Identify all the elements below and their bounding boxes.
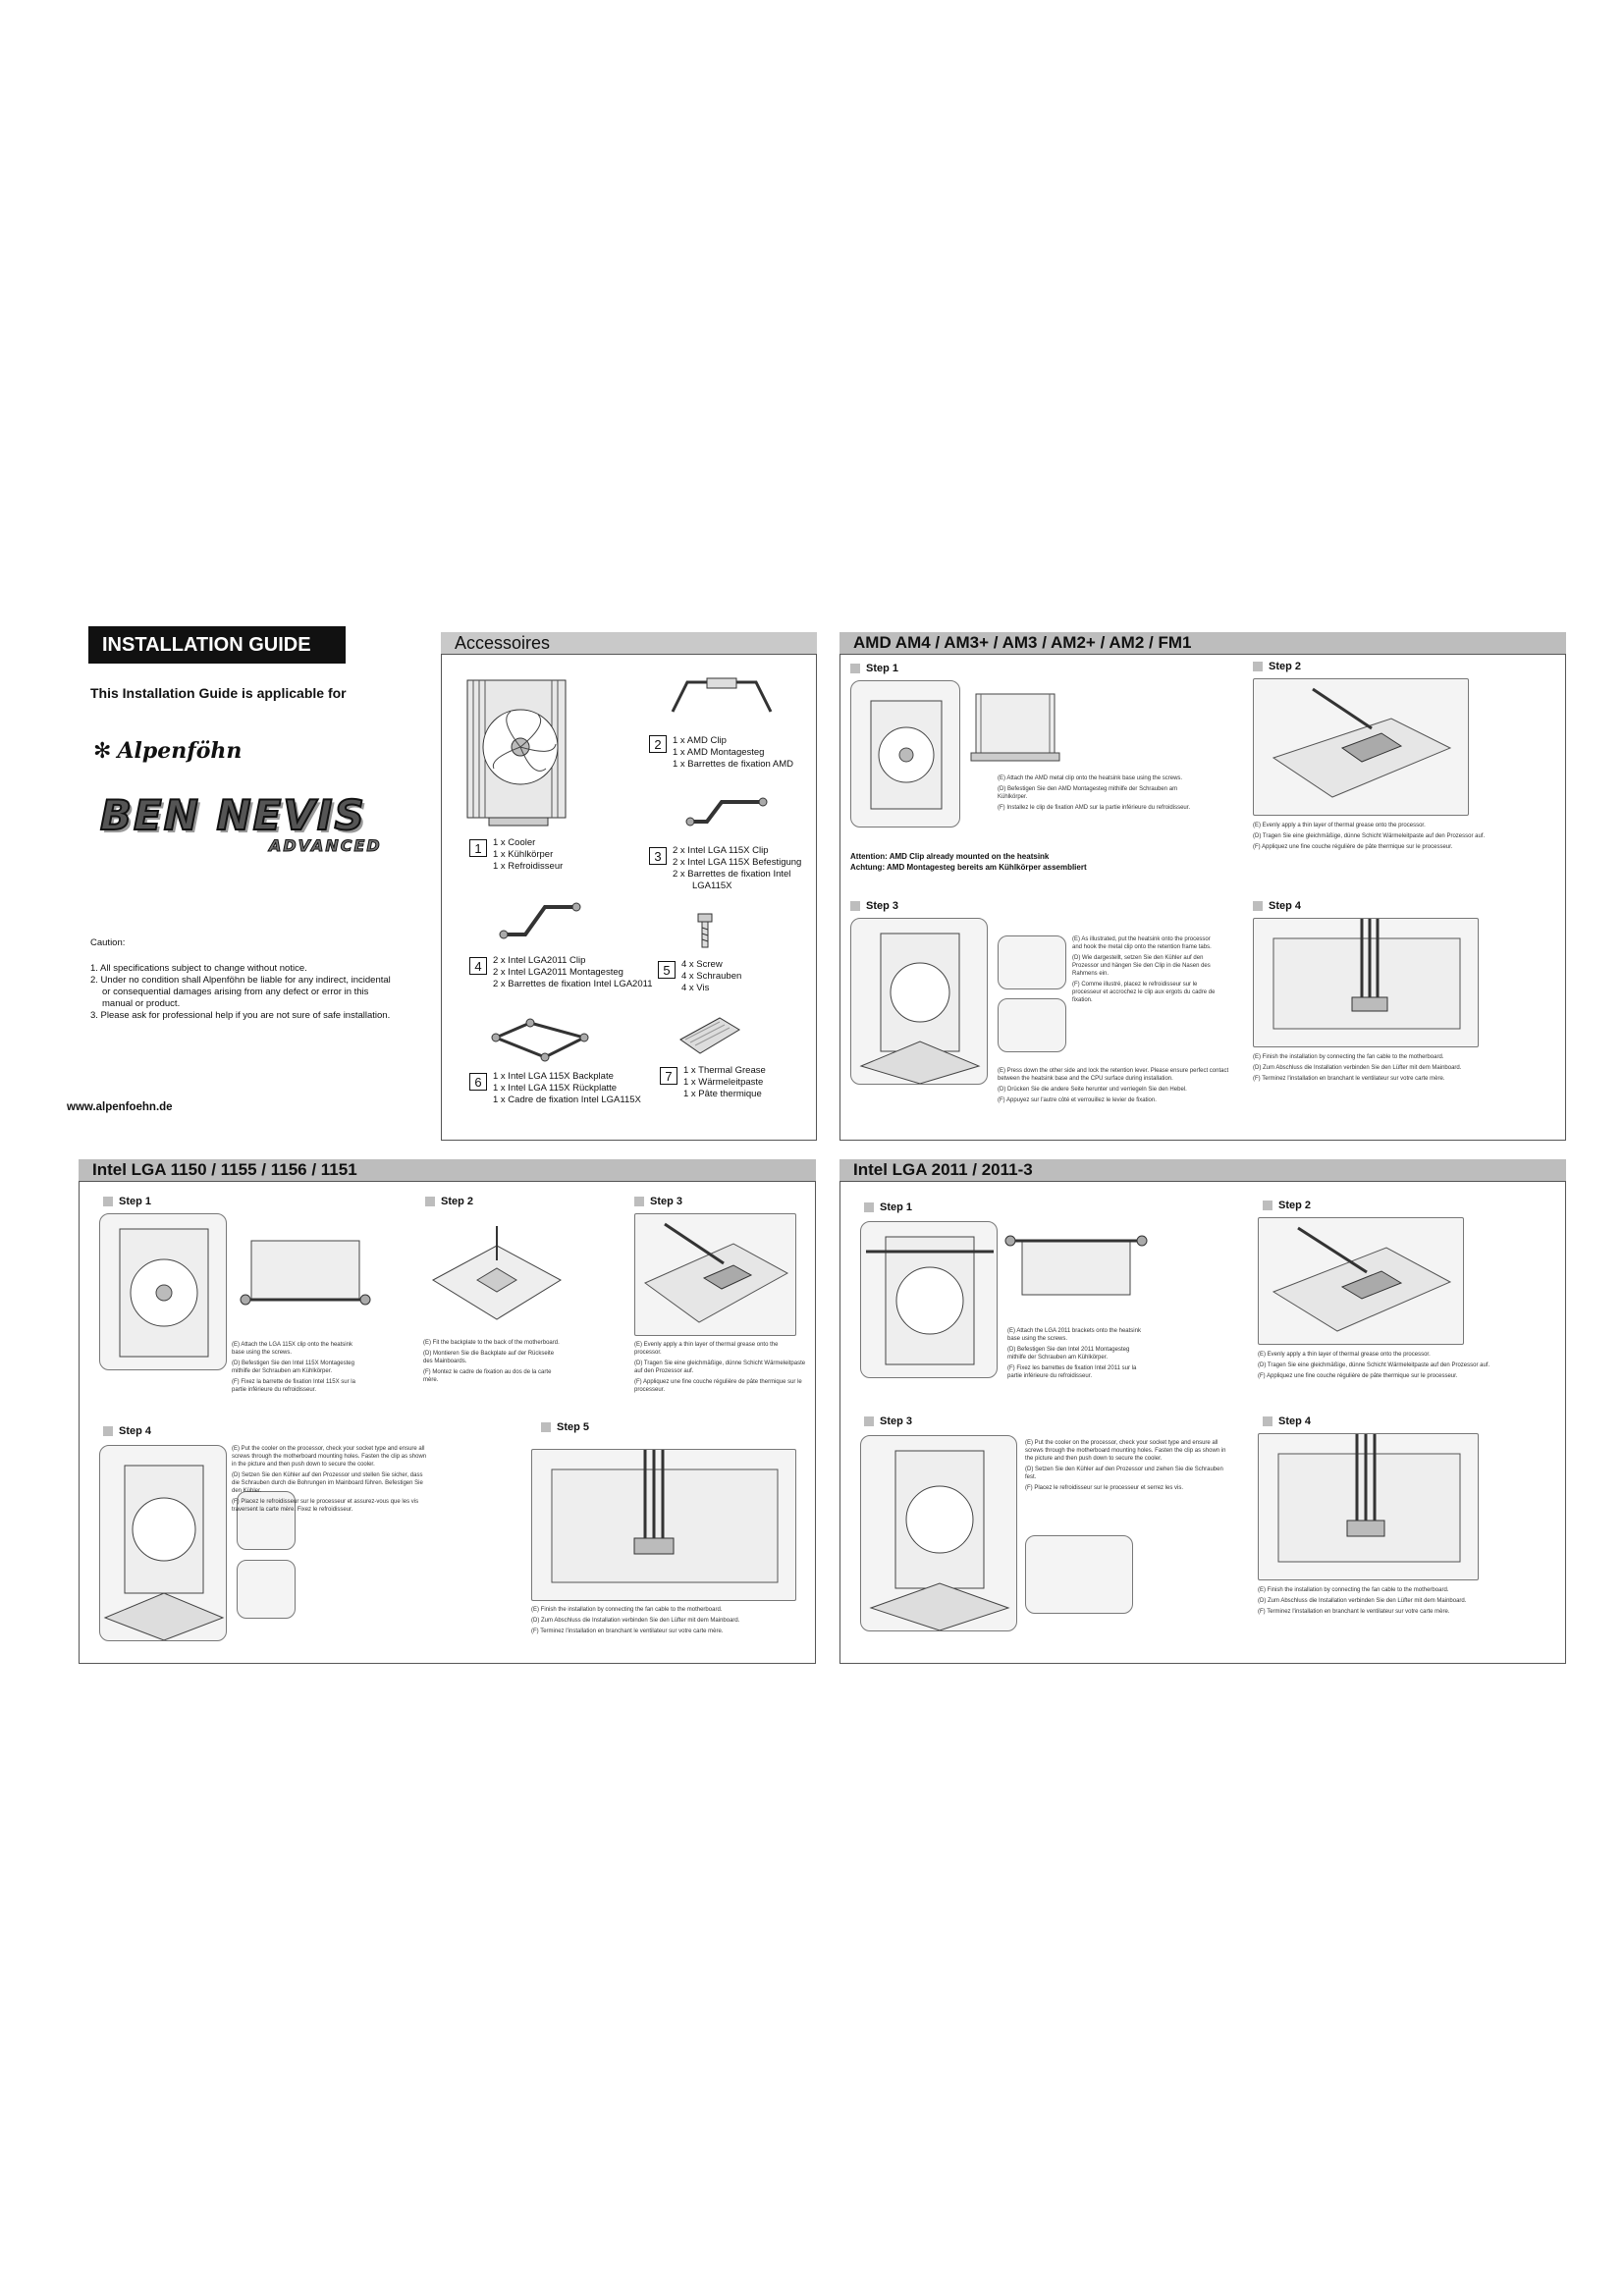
i115-step4-text: (E) Put the cooler on the processor, check your socket type and ensure all screws through the motherboard mounting holes. Fasten the clip as shown in the picture and then push down to secure the cooler. (D) Setzen Sie den Kühler auf den Prozessor und stellen Sie sicher, dass die Schrauben durch die Bohrungen im Mainboard führen. Befestigen Sie den Kühler. (F) Placez le refroidisseur sur le processeur et assurez-vous que les vis traversent la carte mère. Fixez le refroidisseur. [232,1446,427,1513]
i115-step4-detail-b [237,1560,296,1619]
i115-step1-text: (E) Attach the LGA 115X clip onto the heatsink base using the screws. (D) Befestigen Sie den Intel 115X Montagesteg mithilfe der Schrauben am Kühlkörper. (F) Fixez la barrette de fixation Intel 115X sur la partie inférieure du refroidisseur. [232,1342,355,1393]
intel115x-panel [79,1181,816,1664]
intel2011-clip-illustration [496,895,584,944]
cooler-illustration [460,670,577,828]
caution-item: 2. Under no condition shall Alpenföhn be liable for any indirect, incidental [90,975,391,986]
caution-item: or consequential damages arising from any defect or error in this [102,987,369,997]
amd-step4-figure [1253,918,1479,1047]
product-subname: ADVANCED [269,836,382,855]
i2011-step1-detail [1002,1221,1150,1319]
i115-step3-figure [634,1213,796,1336]
i115-step1-label: Step 1 [103,1196,151,1207]
acc-text-2: 1 x AMD Clip 1 x AMD Montagesteg 1 x Barrettes de fixation AMD [673,735,794,770]
amd-header [839,632,1566,654]
i2011-step2-figure [1258,1217,1464,1345]
amd-step1-figure [850,680,960,828]
i115-step3-text: (E) Evenly apply a thin layer of thermal grease onto the processor. (D) Tragen Sie eine gleichmäßige, dünne Schicht Wärmeleitpaste auf den Prozessor auf. (F) Appliquez une fine couche régulière de pâte thermique sur le processeur. [634,1342,806,1393]
i115-step5-figure [531,1449,796,1601]
thermal-grease-illustration [676,1010,744,1059]
acc-text-5: 4 x Screw 4 x Schrauben 4 x Vis [681,959,742,993]
i115-step2-text: (E) Fit the backplate to the back of the motherboard. (D) Montieren Sie die Backplate auf der Rückseite des Mainboards. (F) Montez le cadre de fixation au dos de la carte mère. [423,1340,560,1383]
i2011-step1-label: Step 1 [864,1201,912,1213]
guide-subtitle: This Installation Guide is applicable for [90,685,347,701]
amd-step3-text: (E) As illustrated, put the heatsink onto the processor and hook the metal clip onto the retention frame tabs. (D) Wie dargestellt, setzen Sie den Kühler auf den Prozessor und hängen Sie den Clip in die Nasen des Rahmens ein. (F) Comme illustré, placez le refroidisseur sur le processeur et accrochez le clip aux ergots du cadre de fixation. [1072,936,1216,1003]
acc-text-1: 1 x Cooler 1 x Kühlkörper 1 x Refroidisseur [493,837,564,872]
i2011-step2-text: (E) Evenly apply a thin layer of thermal grease onto the processor. (D) Tragen Sie eine gleichmäßige, dünne Schicht Wärmeleitpaste auf den Prozessor auf. (F) Appliquez une fine couche régulière de pâte thermique sur le processeur. [1258,1352,1490,1379]
caution-item: 3. Please ask for professional help if you are not sure of safe installation. [90,1010,391,1021]
i2011-step4-text: (E) Finish the installation by connecting the fan cable to the motherboard. (D) Zum Abschluss die Installation verbinden Sie den Lüfter mit dem Mainboard. (F) Terminez l'installation en branchant le ventilateur sur votre carte mère. [1258,1587,1467,1615]
i2011-step3-figure [860,1435,1017,1631]
i2011-step1-text: (E) Attach the LGA 2011 brackets onto the heatsink base using the screws. (D) Befestigen Sie den Intel 2011 Montagesteg mithilfe der Schrauben am Kühlkörper. (F) Fixez les barrettes de fixation Intel 2011 sur la partie inférieure du refroidisseur. [1007,1328,1141,1379]
amd-clip-illustration [668,672,776,721]
website-link[interactable]: www.alpenfoehn.de [67,1101,173,1113]
amd-attention: Attention: AMD Clip already mounted on the heatsink Achtung: AMD Montagesteg bereits am Kühlkörper assembliert [850,852,1087,872]
caution-block [90,937,444,1022]
i2011-step4-figure [1258,1433,1479,1580]
i115-step3-label: Step 3 [634,1196,682,1207]
edelweiss-icon: ✻ [93,738,112,763]
acc-num-1: 1 [469,839,487,857]
amd-step3-figure [850,918,988,1085]
i2011-step2-label: Step 2 [1263,1200,1311,1211]
product-name: BEN NEVIS [100,791,366,839]
brand-logo [93,738,242,764]
acc-text-6: 1 x Intel LGA 115X Backplate 1 x Intel LGA 115X Rückplatte 1 x Cadre de fixation Intel LGA115X [493,1071,641,1105]
intel115x-header [79,1159,816,1181]
backplate-illustration [486,1008,594,1067]
intel2011-panel [839,1181,1566,1664]
intel115x-title: Intel LGA 1150 / 1155 / 1156 / 1151 [92,1160,357,1179]
i115-step1-figure [99,1213,227,1370]
acc-text-7: 1 x Thermal Grease 1 x Wärmeleitpaste 1 x Pâte thermique [683,1065,766,1099]
i115-step5-label: Step 5 [541,1421,589,1433]
i115-step4-label: Step 4 [103,1425,151,1437]
amd-step2-text: (E) Evenly apply a thin layer of thermal grease onto the processor. (D) Tragen Sie eine gleichmäßige, dünne Schicht Wärmeleitpaste auf den Prozessor auf. (F) Appliquez une fine couche régulière de pâte thermique sur le processeur. [1253,823,1486,850]
caution-item: 1. All specifications subject to change without notice. [90,963,307,974]
caution-title: Caution: [90,937,126,948]
amd-step3-text2: (E) Press down the other side and lock the retention lever. Please ensure perfect contact between the heatsink base and the CPU surface during installation. (D) Drücken Sie die andere Seite herunter und verriegeln Sie den Hebel. (F) Appuyez sur l'autre côté et verrouillez le levier de fixation. [998,1068,1229,1103]
i115-step1-detail [232,1221,379,1329]
acc-num-7: 7 [660,1067,677,1085]
amd-title: AMD AM4 / AM3+ / AM3 / AM2+ / AM2 / FM1 [853,633,1192,652]
intel2011-title: Intel LGA 2011 / 2011-3 [853,1160,1033,1179]
brand-name: Alpenföhn [117,738,243,764]
accessories-panel [441,654,817,1141]
amd-step1-label: Step 1 [850,663,898,674]
amd-step3-label: Step 3 [850,900,898,912]
i2011-step1-figure [860,1221,998,1378]
product-logo [100,791,414,860]
acc-num-5: 5 [658,961,676,979]
accessories-header [441,632,817,654]
caution-item: manual or product. [102,998,181,1009]
acc-num-3: 3 [649,847,667,865]
i115-step2-figure [423,1221,570,1329]
amd-step2-figure [1253,678,1469,816]
amd-step1-detail [966,684,1064,773]
amd-step3-detail-a [998,935,1066,989]
i115-step4-figure [99,1445,227,1641]
amd-step2-label: Step 2 [1253,661,1301,672]
i115-step5-text: (E) Finish the installation by connecting the fan cable to the motherboard. (D) Zum Abschluss die Installation verbinden Sie den Lüfter mit dem Mainboard. (F) Terminez l'installation en branchant le ventilateur sur votre carte mère. [531,1607,740,1634]
amd-step3-detail-b [998,998,1066,1052]
acc-num-2: 2 [649,735,667,753]
i2011-step3-detail [1025,1535,1133,1614]
acc-text-3: 2 x Intel LGA 115X Clip 2 x Intel LGA 115X Befestigung 2 x Barrettes de fixation Intel LGA115X [673,845,802,891]
acc-num-6: 6 [469,1073,487,1091]
acc-text-4: 2 x Intel LGA2011 Clip 2 x Intel LGA2011 Montagesteg 2 x Barrettes de fixation Intel LGA2011 [493,955,653,989]
amd-step1-text: (E) Attach the AMD metal clip onto the heatsink base using the screws. (D) Befestigen Sie den AMD Montagesteg mithilfe der Schrauben am Kühlkörper. (F) Installez le clip de fixation AMD sur la partie inférieure du refroidisseur. [998,775,1191,811]
intel2011-header [839,1159,1566,1181]
intel115x-clip-illustration [682,792,771,831]
amd-step4-text: (E) Finish the installation by connecting the fan cable to the motherboard. (D) Zum Abschluss die Installation verbinden Sie den Lüfter mit dem Mainboard. (F) Terminez l'installation en branchant le ventilateur sur votre carte mère. [1253,1054,1462,1082]
i2011-step3-label: Step 3 [864,1415,912,1427]
guide-title-box [88,626,346,664]
amd-step4-label: Step 4 [1253,900,1301,912]
i2011-step4-label: Step 4 [1263,1415,1311,1427]
acc-num-4: 4 [469,957,487,975]
amd-panel [839,654,1566,1141]
accessories-title: Accessoires [455,632,551,653]
i115-step2-label: Step 2 [425,1196,473,1207]
screw-illustration [695,912,715,951]
guide-title: INSTALLATION GUIDE [102,633,311,656]
i2011-step3-text: (E) Put the cooler on the processor, check your socket type and ensure all screws through the motherboard mounting holes. Fasten the clip as shown in the picture and then push down to secure the cooler. (D) Setzen Sie den Kühler auf den Prozessor und ziehen Sie die Schrauben fest. (F) Placez le refroidisseur sur le processeur et serrez les vis. [1025,1440,1226,1491]
